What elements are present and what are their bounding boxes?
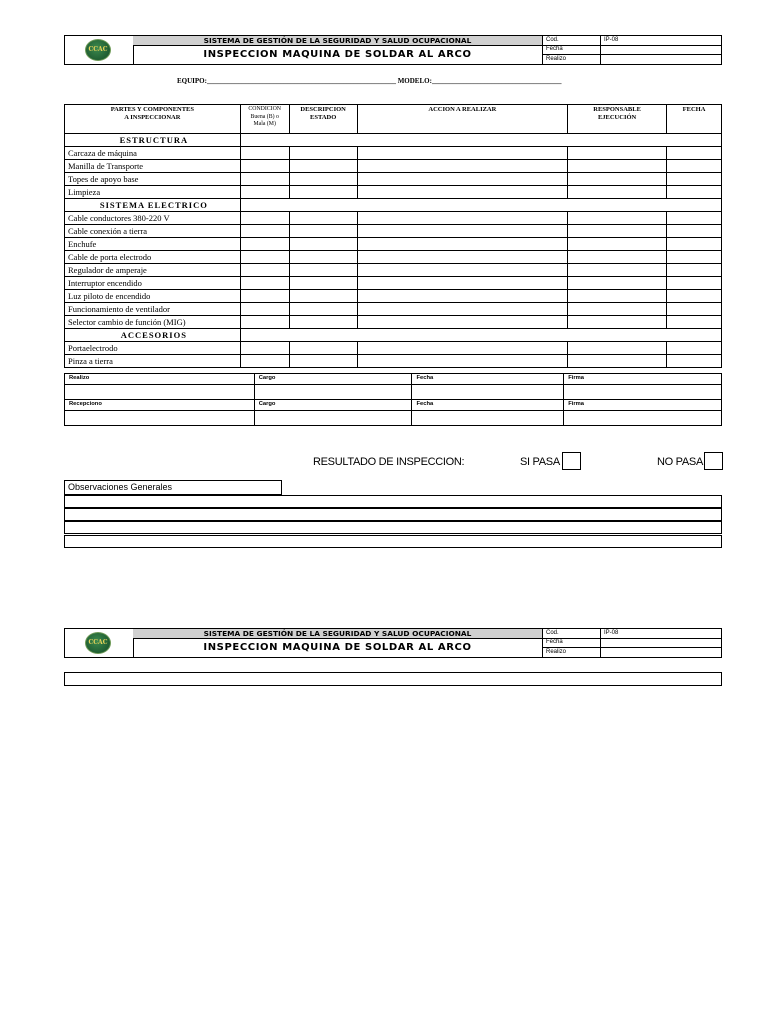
responsible-cell[interactable] (568, 212, 667, 225)
date-cell[interactable] (667, 186, 722, 199)
description-cell[interactable] (289, 342, 357, 355)
part-name: Cable conexión a tierra (65, 225, 241, 238)
action-cell[interactable] (357, 264, 568, 277)
description-cell[interactable] (289, 238, 357, 251)
date-cell[interactable] (667, 355, 722, 368)
col-description: DESCRIPCION ESTADO (289, 105, 357, 134)
date-cell[interactable] (667, 160, 722, 173)
date-cell[interactable] (667, 264, 722, 277)
action-cell[interactable] (357, 186, 568, 199)
part-name: Limpieza (65, 186, 241, 199)
col-condition: CONDICION Buena (B) o Mala (M) (240, 105, 289, 134)
condition-cell[interactable] (240, 173, 289, 186)
company-logo: CCAC (85, 632, 111, 654)
responsible-cell[interactable] (568, 355, 667, 368)
table-row (65, 342, 722, 355)
date-cell[interactable] (667, 316, 722, 329)
condition-cell[interactable] (240, 251, 289, 264)
sig-recepciono-cargo[interactable]: Cargo (254, 400, 412, 426)
meta-row-code: Cod. IP-08 (543, 629, 722, 639)
section-blank (240, 329, 721, 342)
meta-value-code[interactable]: IP-08 (600, 36, 722, 45)
signature-table (64, 373, 722, 426)
responsible-cell[interactable] (568, 342, 667, 355)
action-cell[interactable] (357, 238, 568, 251)
section-title: ESTRUCTURA (65, 134, 241, 147)
pass-checkbox[interactable] (562, 452, 581, 470)
condition-cell[interactable] (240, 303, 289, 316)
description-cell[interactable] (289, 147, 357, 160)
section-row (65, 134, 722, 147)
description-cell[interactable] (289, 225, 357, 238)
section-blank (240, 199, 721, 212)
description-cell[interactable] (289, 277, 357, 290)
table-row (65, 316, 722, 329)
action-cell[interactable] (357, 316, 568, 329)
condition-cell[interactable] (240, 160, 289, 173)
responsible-cell[interactable] (568, 316, 667, 329)
system-name: SISTEMA DE GESTIÓN DE LA SEGURIDAD Y SALUD OCUPACIONAL (133, 36, 542, 46)
part-name: Enchufe (65, 238, 241, 251)
part-name: Portaelectrodo (65, 342, 241, 355)
responsible-cell[interactable] (568, 238, 667, 251)
part-name: Carcaza de máquina (65, 147, 241, 160)
action-cell[interactable] (357, 251, 568, 264)
table-row (65, 251, 722, 264)
action-cell[interactable] (357, 355, 568, 368)
condition-cell[interactable] (240, 355, 289, 368)
sig-realizo-cargo[interactable]: Cargo (254, 374, 412, 400)
part-name: Luz piloto de encendido (65, 290, 241, 303)
action-cell[interactable] (357, 342, 568, 355)
condition-cell[interactable] (240, 342, 289, 355)
observations-line[interactable] (64, 508, 722, 521)
sig-realizo-fecha[interactable]: Fecha (412, 374, 564, 400)
table-row (65, 160, 722, 173)
section-blank (240, 134, 721, 147)
table-row (65, 173, 722, 186)
signature-row-recepciono (65, 400, 722, 426)
description-cell[interactable] (289, 160, 357, 173)
action-cell[interactable] (357, 173, 568, 186)
part-name: Funcionamiento de ventilador (65, 303, 241, 316)
equipo-label: EQUIPO: (177, 77, 207, 85)
modelo-label: MODELO: (397, 77, 432, 85)
meta-value-date[interactable] (600, 638, 722, 647)
logo-cell (65, 36, 134, 64)
date-cell[interactable] (667, 173, 722, 186)
description-cell[interactable] (289, 186, 357, 199)
form-header (64, 35, 722, 65)
sig-realizo-firma[interactable]: Firma (564, 374, 722, 400)
sig-recepciono-firma[interactable]: Firma (564, 400, 722, 426)
equipo-field[interactable]: ______________________________________________________ (206, 77, 396, 85)
col-date: FECHA (667, 105, 722, 134)
responsible-cell[interactable] (568, 303, 667, 316)
part-name: Manilla de Transporte (65, 160, 241, 173)
condition-cell[interactable] (240, 212, 289, 225)
condition-cell[interactable] (240, 186, 289, 199)
responsible-cell[interactable] (568, 277, 667, 290)
date-cell[interactable] (667, 251, 722, 264)
part-name: Cable de porta electrodo (65, 251, 241, 264)
meta-value-date[interactable] (600, 45, 722, 54)
observations-line[interactable] (64, 521, 722, 534)
logo-cell (65, 629, 134, 657)
action-cell[interactable] (357, 277, 568, 290)
result-label: RESULTADO DE INSPECCION: (313, 456, 465, 468)
meta-value-realizo[interactable] (600, 648, 722, 657)
action-cell[interactable] (357, 147, 568, 160)
table-row (65, 264, 722, 277)
table-header-row (65, 105, 722, 134)
date-cell[interactable] (667, 290, 722, 303)
fail-checkbox[interactable] (704, 452, 723, 470)
inspection-table (64, 104, 722, 368)
table-row (65, 355, 722, 368)
section-title: SISTEMA ELECTRICO (65, 199, 241, 212)
condition-cell[interactable] (240, 238, 289, 251)
responsible-cell[interactable] (568, 251, 667, 264)
part-name: Cable conductores 380-220 V (65, 212, 241, 225)
meta-value-code[interactable]: IP-08 (600, 629, 722, 638)
responsible-cell[interactable] (568, 173, 667, 186)
table-row (65, 277, 722, 290)
form-title: INSPECCION MAQUINA DE SOLDAR AL ARCO (203, 49, 472, 60)
date-cell[interactable] (667, 342, 722, 355)
date-cell[interactable] (667, 225, 722, 238)
col-responsible: RESPONSABLE EJECUCIÓN (568, 105, 667, 134)
meta-value-realizo[interactable] (600, 55, 722, 64)
form-meta (542, 36, 722, 64)
part-name: Pinza a tierra (65, 355, 241, 368)
responsible-cell[interactable] (568, 225, 667, 238)
meta-row-realizo: Realizo (543, 648, 722, 657)
form-meta (542, 629, 722, 657)
part-name: Selector cambio de función (MIG) (65, 316, 241, 329)
action-cell[interactable] (357, 290, 568, 303)
meta-row-realizo: Realizo (543, 55, 722, 64)
date-cell[interactable] (667, 277, 722, 290)
pass-label: SI PASA (520, 456, 560, 468)
equipment-line (177, 77, 561, 85)
action-cell[interactable] (357, 160, 568, 173)
condition-cell[interactable] (240, 264, 289, 277)
sig-recepciono-fecha[interactable]: Fecha (412, 400, 564, 426)
continuation-row[interactable] (64, 672, 722, 686)
section-row (65, 199, 722, 212)
part-name: Regulador de amperaje (65, 264, 241, 277)
table-row (65, 186, 722, 199)
responsible-cell[interactable] (568, 186, 667, 199)
col-action: ACCION A REALIZAR (357, 105, 568, 134)
description-cell[interactable] (289, 316, 357, 329)
description-cell[interactable] (289, 212, 357, 225)
section-row (65, 329, 722, 342)
date-cell[interactable] (667, 147, 722, 160)
table-row (65, 303, 722, 316)
modelo-field[interactable]: _____________________________________ (431, 77, 562, 85)
condition-cell[interactable] (240, 147, 289, 160)
observations-line[interactable] (64, 535, 722, 548)
table-row (65, 225, 722, 238)
date-cell[interactable] (667, 212, 722, 225)
meta-row-date: Fecha (543, 638, 722, 648)
condition-cell[interactable] (240, 277, 289, 290)
form-header (64, 628, 722, 658)
table-row (65, 238, 722, 251)
table-row (65, 290, 722, 303)
fail-label: NO PASA (657, 456, 703, 468)
description-cell[interactable] (289, 173, 357, 186)
description-cell[interactable] (289, 290, 357, 303)
condition-cell[interactable] (240, 316, 289, 329)
action-cell[interactable] (357, 212, 568, 225)
condition-cell[interactable] (240, 290, 289, 303)
observations-label: Observaciones Generales (64, 480, 282, 495)
table-row (65, 212, 722, 225)
responsible-cell[interactable] (568, 160, 667, 173)
responsible-cell[interactable] (568, 290, 667, 303)
sig-realizo[interactable]: Realizo (65, 374, 255, 400)
table-row (65, 147, 722, 160)
col-parts: PARTES Y COMPONENTES A INSPECCIONAR (65, 105, 241, 134)
description-cell[interactable] (289, 355, 357, 368)
date-cell[interactable] (667, 238, 722, 251)
condition-cell[interactable] (240, 225, 289, 238)
part-name: Topes de apoyo base (65, 173, 241, 186)
description-cell[interactable] (289, 264, 357, 277)
signature-row-realizo (65, 374, 722, 400)
company-logo: CCAC (85, 39, 111, 61)
description-cell[interactable] (289, 303, 357, 316)
observations-line[interactable] (64, 495, 722, 508)
meta-row-date: Fecha (543, 45, 722, 55)
form-title: INSPECCION MAQUINA DE SOLDAR AL ARCO (203, 642, 472, 653)
responsible-cell[interactable] (568, 264, 667, 277)
part-name: Interruptor encendido (65, 277, 241, 290)
system-name: SISTEMA DE GESTIÓN DE LA SEGURIDAD Y SALUD OCUPACIONAL (133, 629, 542, 639)
action-cell[interactable] (357, 303, 568, 316)
description-cell[interactable] (289, 251, 357, 264)
sig-recepciono[interactable]: Recepciono (65, 400, 255, 426)
meta-row-code: Cod. IP-08 (543, 36, 722, 46)
section-title: ACCESORIOS (65, 329, 241, 342)
date-cell[interactable] (667, 303, 722, 316)
responsible-cell[interactable] (568, 147, 667, 160)
action-cell[interactable] (357, 225, 568, 238)
